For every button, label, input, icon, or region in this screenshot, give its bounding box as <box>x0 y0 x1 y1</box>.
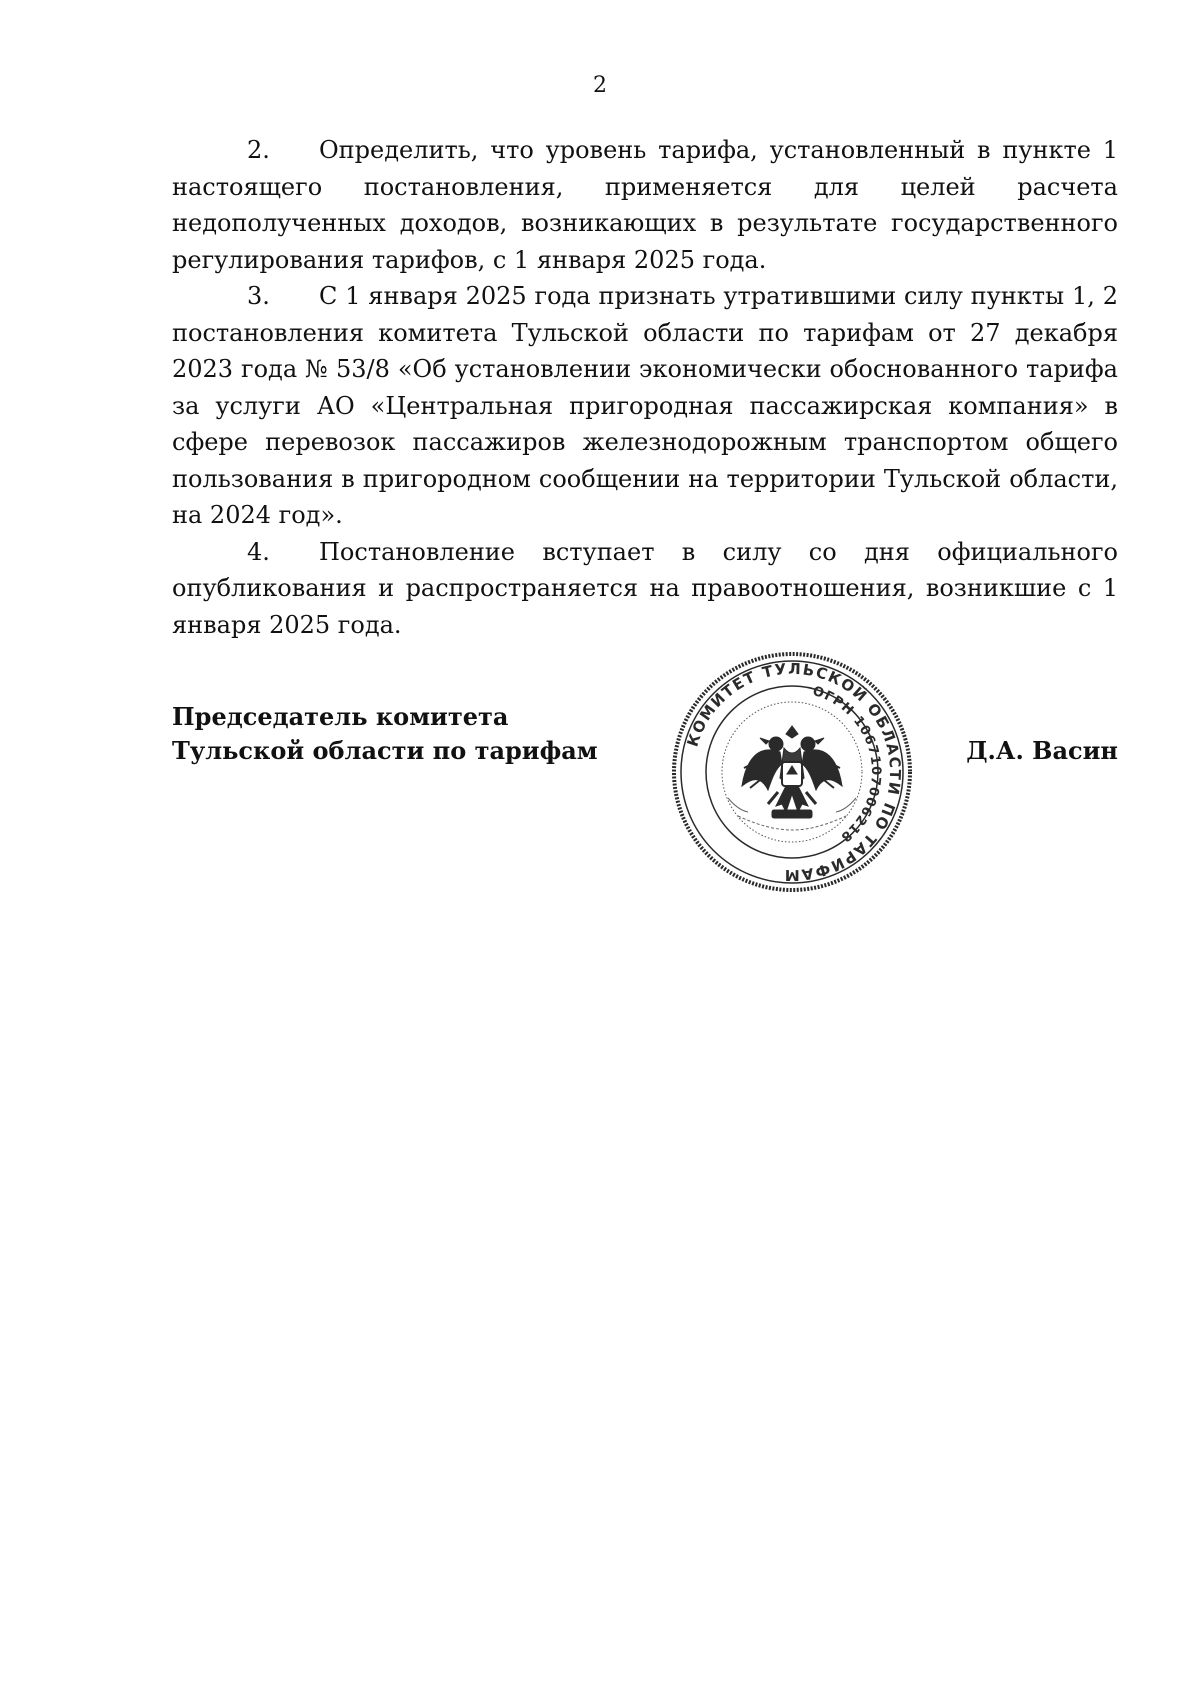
paragraph-text: Постановление вступает в силу со дня официального опубликования и распространяется на правоотношения, возникшие с 1 января 2025 года. <box>172 537 1118 639</box>
paragraph-3 <box>172 278 1118 534</box>
page-number: 2 <box>593 73 607 98</box>
signature-block <box>172 700 1118 768</box>
paragraph-number: 4. <box>247 537 270 566</box>
paragraph-2 <box>172 132 1118 278</box>
paragraph-text: С 1 января 2025 года признать утратившими силу пункты 1, 2 постановления комитета Тульской области по тарифам от 27 декабря 2023 года № 53/8 «Об установлении экономически обоснованного тарифа за услуги АО «Центральная пригородная пассажирская компания» в сфере перевозок пассажиров железнодорожным транспортом общего пользования в пригородном сообщении на территории Тульской области, на 2024 год». <box>172 282 1118 529</box>
signatory-title-line: Председатель комитета <box>172 702 509 731</box>
seal-stamp-icon <box>668 648 916 896</box>
paragraph-4 <box>172 534 1118 644</box>
signatory-name: Д.А. Васин <box>966 736 1118 765</box>
paragraph-text: Определить, что уровень тарифа, установленный в пункте 1 настоящего постановления, применяется для целей расчета недополученных доходов, возникающих в результате государственного регулирования тарифов, с 1 января 2025 года. <box>172 136 1118 274</box>
seal-outer-text: КОМИТЕТ ТУЛЬСКОЙ ОБЛАСТИ ПО ТАРИФАМ <box>683 659 905 885</box>
eagle-emblem-icon <box>742 726 842 818</box>
seal-ogrn-text: ОГРН 1067107006218 <box>810 683 884 845</box>
official-seal <box>668 648 916 896</box>
paragraph-number: 2. <box>247 136 270 164</box>
document-body <box>172 132 1118 643</box>
paragraph-number: 3. <box>247 282 270 310</box>
signatory-title-line: Тульской области по тарифам <box>172 736 598 765</box>
